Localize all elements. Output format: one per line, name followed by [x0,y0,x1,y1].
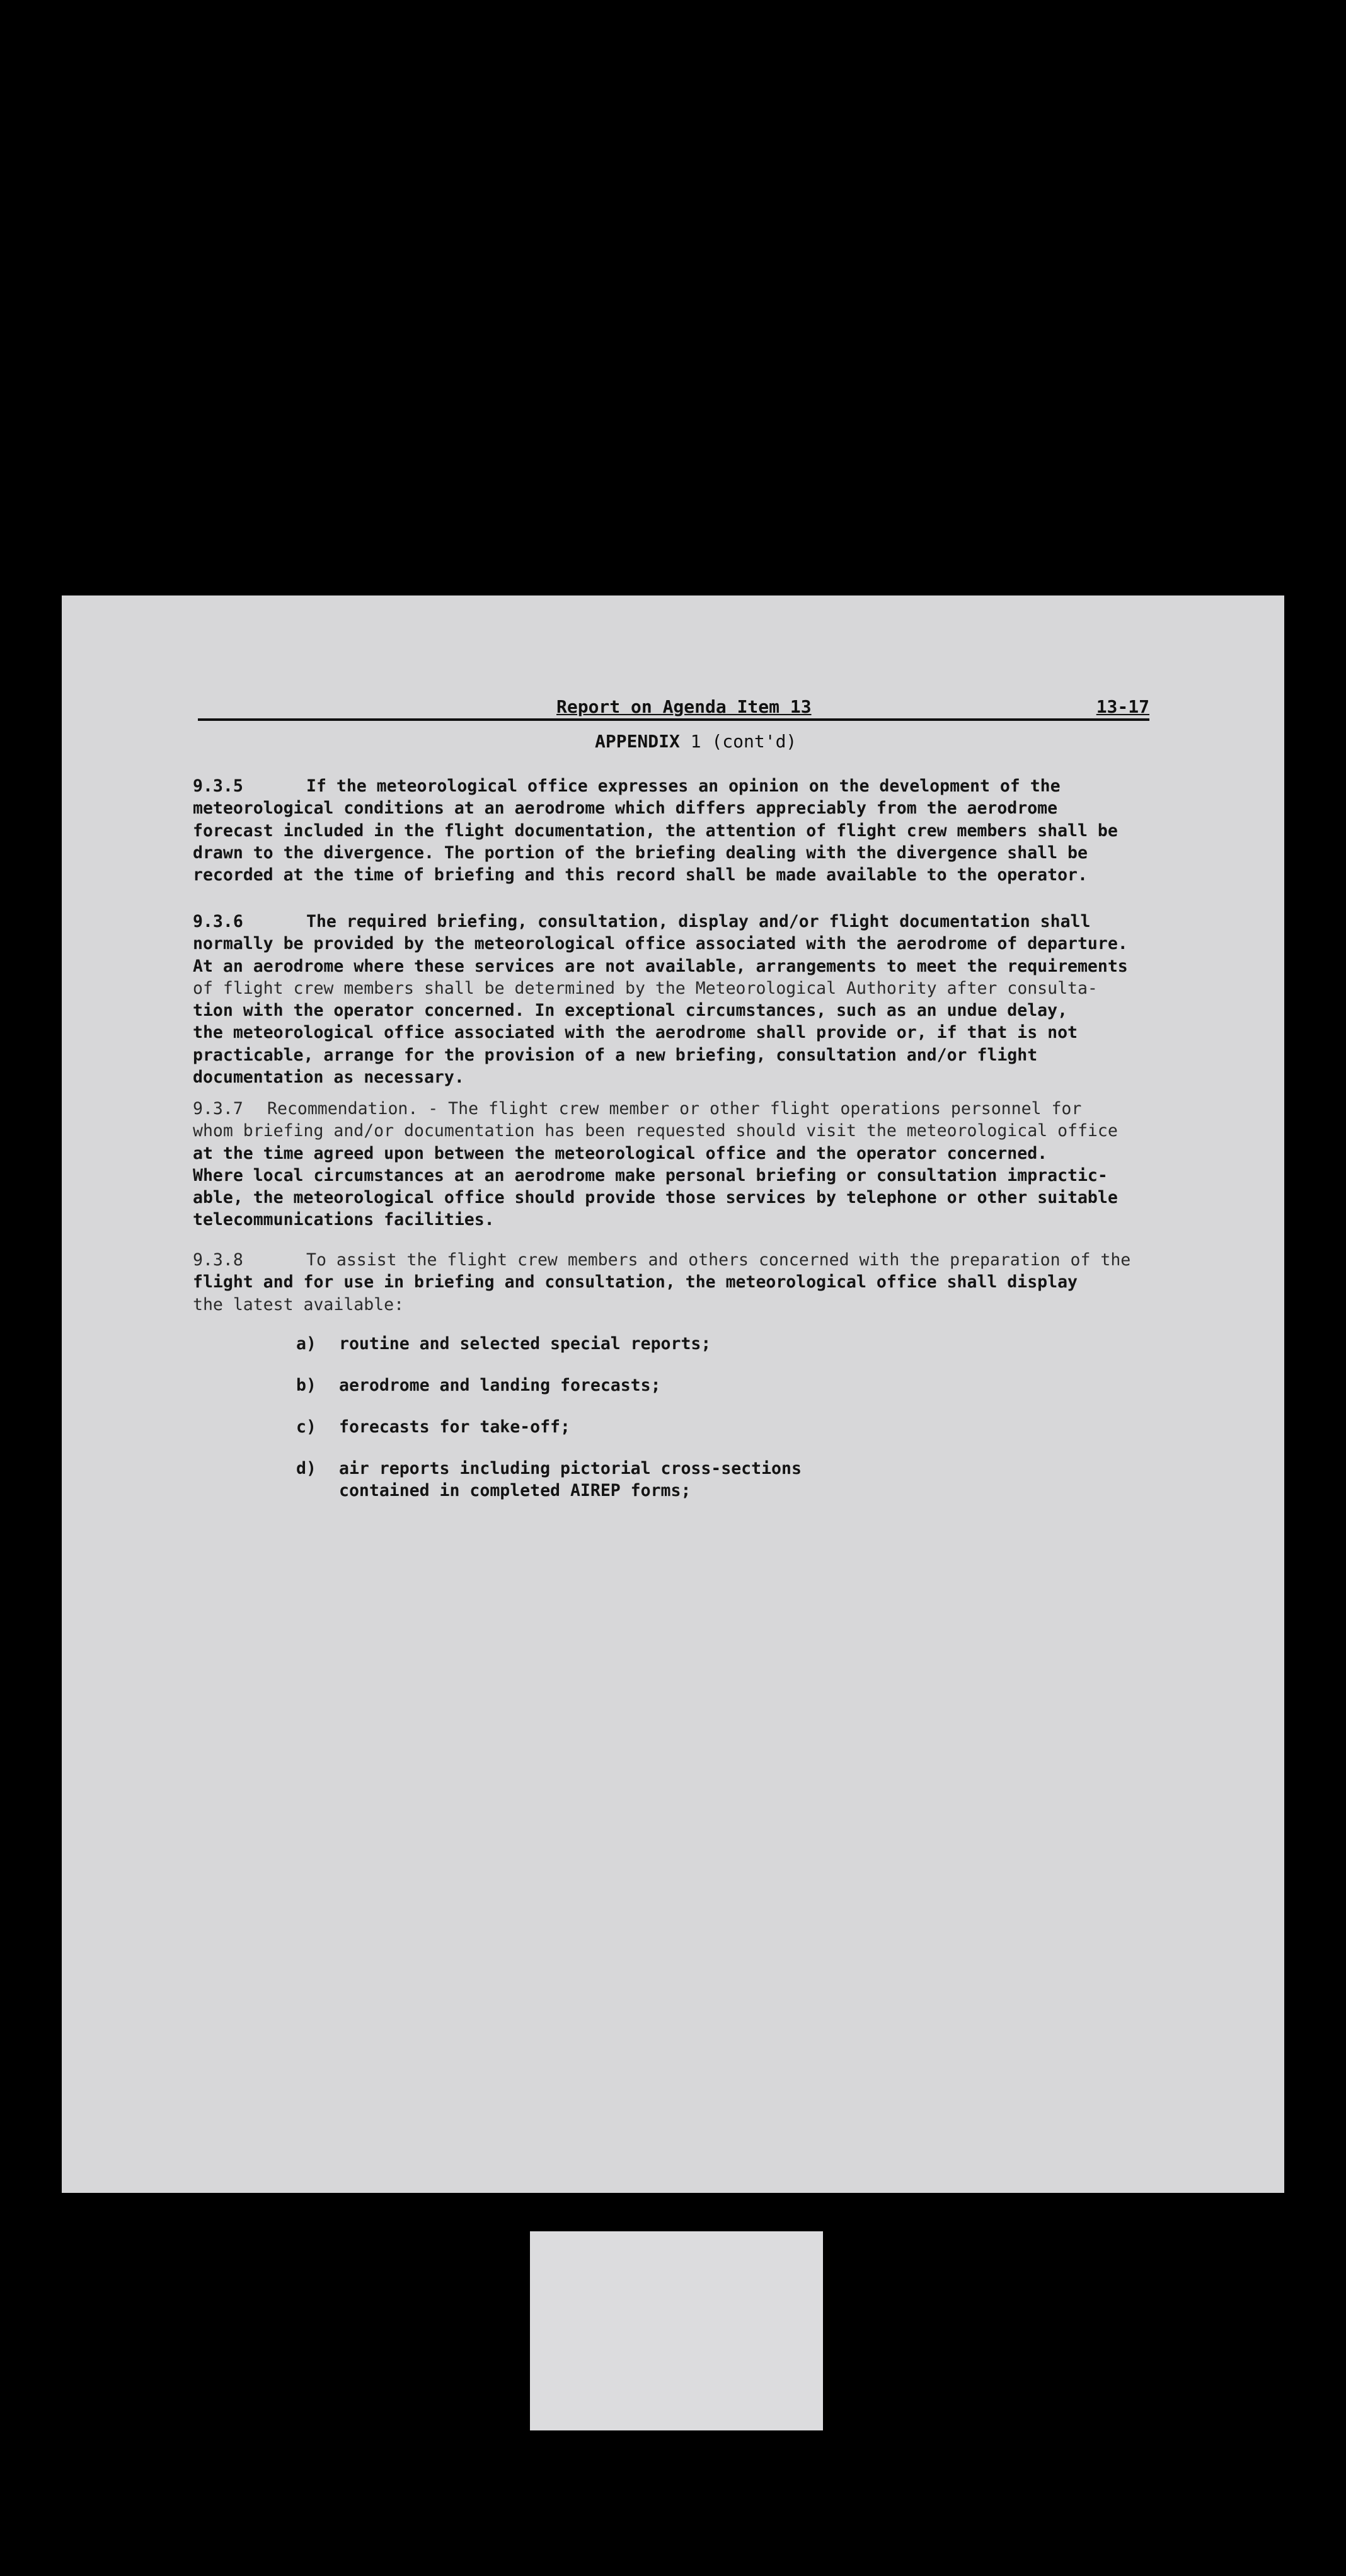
list-item-text: contained in completed AIREP forms; [339,1481,691,1500]
paragraph-9-3-8 [193,1249,1195,1316]
paragraph-line: Recommendation. - The flight crew member or other flight operations personnel for [267,1099,1082,1118]
list-item [296,1333,711,1355]
paragraph-number: 9.3.5 [193,776,243,796]
paragraph-line: If the meteorological office expresses an opinion on the development of the [306,776,1061,796]
paragraph-line: meteorological conditions at an aerodrome which differs appreciably from the aerodrome [193,798,1058,819]
page-number: 13-17 [1096,696,1149,717]
paragraph-line: the latest available: [193,1294,405,1314]
paragraph-line: flight and for use in briefing and consultation, the meteorological office shall display [193,1272,1078,1292]
appendix-suffix: 1 (cont'd) [679,731,797,752]
paragraph-line: of flight crew members shall be determined by the Meteorological Authority after consulta- [193,978,1098,998]
list-item [296,1458,802,1502]
paragraph-line: Where local circumstances at an aerodrome make personal briefing or consultation impractic- [193,1165,1108,1185]
list-item-letter: c) [296,1417,316,1437]
paragraph-number: 9.3.8 [193,1250,243,1270]
paragraph-line: telecommunications facilities. [193,1210,495,1230]
page-header [198,693,1149,721]
paragraph-line: To assist the flight crew members and others concerned with the preparation of the [306,1250,1131,1270]
list-item-text: forecasts for take-off; [339,1417,570,1437]
paragraph-line: tion with the operator concerned. In exceptional circumstances, such as an undue delay, [193,1001,1068,1021]
list-item [296,1416,570,1438]
paragraph-line: The required briefing, consultation, display and/or flight documentation shall [306,912,1091,931]
paragraph-line: normally be provided by the meteorological office associated with the aerodrome of departure. [193,934,1128,954]
paragraph-line: whom briefing and/or documentation has been requested should visit the meteorological office [193,1121,1118,1141]
paragraph-9-3-6 [193,911,1195,1088]
paragraph-9-3-7 [193,1098,1195,1231]
appendix-label: APPENDIX [595,731,680,752]
paragraph-line: practicable, arrange for the provision of a new briefing, consultation and/or flight [193,1045,1038,1065]
list-item-text: aerodrome and landing forecasts; [339,1376,661,1395]
list-item-letter: a) [296,1334,316,1354]
paragraph-line: documentation as necessary. [193,1067,464,1088]
list-item-letter: b) [296,1376,316,1395]
paragraph-9-3-5 [193,775,1195,886]
list-item-text: routine and selected special reports; [339,1334,711,1354]
list-item [296,1374,661,1396]
paragraph-line: At an aerodrome where these services are not available, arrangements to meet the requirements [193,956,1128,976]
blank-card [530,2231,823,2430]
paragraph-line: drawn to the divergence. The portion of the briefing dealing with the divergence shall be [193,842,1088,863]
paragraph-number: 9.3.7 [193,1099,243,1118]
paragraph-number: 9.3.6 [193,912,243,931]
list-item-letter: d) [296,1459,316,1478]
appendix-heading [595,731,797,752]
header-title: Report on Agenda Item 13 [556,696,812,717]
paragraph-line: at the time agreed upon between the meteorological office and the operator concerned. [193,1143,1048,1163]
list-item-text: air reports including pictorial cross-sections [339,1459,802,1478]
paragraph-line: recorded at the time of briefing and this record shall be made available to the operator. [193,865,1088,885]
paragraph-line: able, the meteorological office should provide those services by telephone or other suitable [193,1188,1118,1208]
paragraph-line: forecast included in the flight documentation, the attention of flight crew members shall be [193,820,1118,841]
document-page [62,595,1284,2193]
paragraph-line: the meteorological office associated with the aerodrome shall provide or, if that is not [193,1023,1078,1043]
